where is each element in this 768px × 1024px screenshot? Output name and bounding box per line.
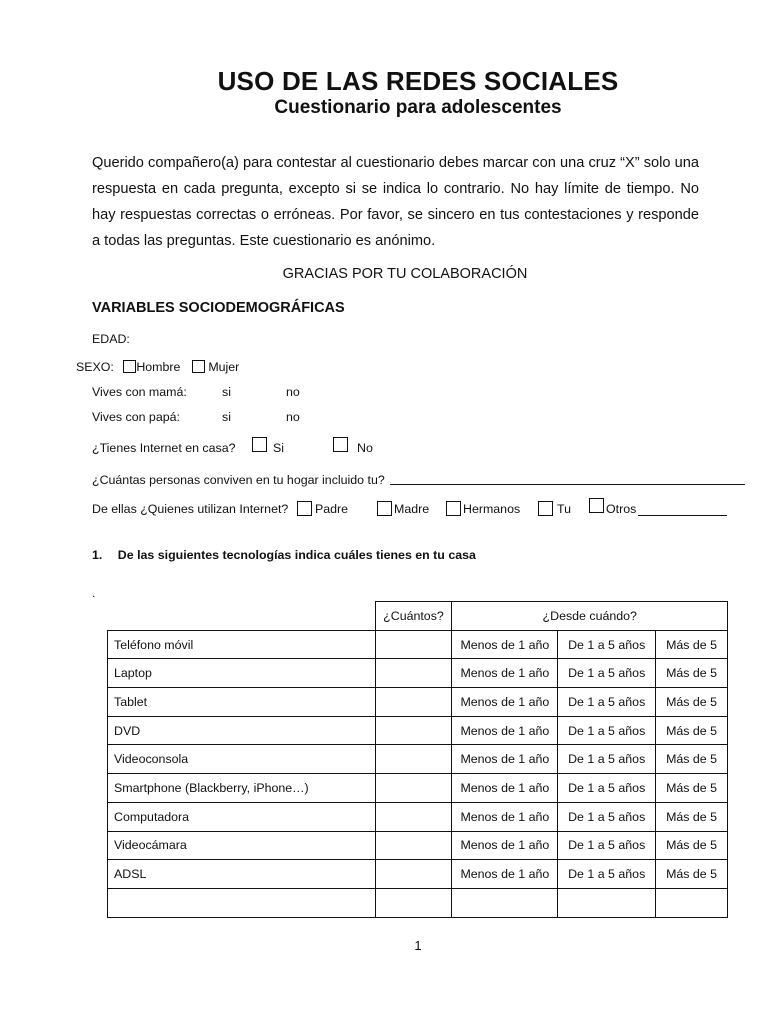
mama-label: Vives con mamá:: [92, 385, 187, 399]
empty-cell[interactable]: [375, 888, 452, 917]
desde-option-cell[interactable]: De 1 a 5 años: [558, 716, 656, 745]
table-row: [108, 716, 728, 745]
table-row: [108, 831, 728, 860]
table-row: [108, 688, 728, 717]
table-row: [108, 659, 728, 688]
table-header-row: [108, 602, 728, 631]
technology-table: [107, 601, 728, 918]
desde-option-cell[interactable]: Menos de 1 año: [452, 802, 558, 831]
mujer-checkbox[interactable]: [192, 360, 205, 373]
desde-option-cell[interactable]: Menos de 1 año: [452, 745, 558, 774]
device-label: DVD: [108, 716, 376, 745]
page-number: 1: [414, 938, 422, 953]
device-label: ADSL: [108, 860, 376, 889]
hombre-label: Hombre: [136, 360, 181, 374]
device-label: Teléfono móvil: [108, 630, 376, 659]
question-1-number: 1.: [92, 548, 103, 562]
desde-option-cell[interactable]: Menos de 1 año: [452, 860, 558, 889]
desde-option-cell[interactable]: Menos de 1 año: [452, 716, 558, 745]
empty-cell[interactable]: [108, 888, 376, 917]
madre-label: Madre: [394, 502, 430, 516]
question-1: [92, 548, 476, 562]
desde-option-cell[interactable]: Más de 5: [656, 630, 728, 659]
mama-no-option[interactable]: no: [286, 385, 300, 399]
desde-option-cell[interactable]: De 1 a 5 años: [558, 802, 656, 831]
cuantos-cell[interactable]: [375, 774, 452, 803]
device-label: Videocámara: [108, 831, 376, 860]
intro-text: Querido compañero(a) para contestar al cuestionario debes marcar con una cruz “X” solo una respuesta en cada pregunta, excepto si se indica lo contrario. No hay límite de tiempo. No hay respuestas correctas o erróneas. Por favor, se sincero en tus contestaciones y responde a todas las preguntas. Este cuestionario es anónimo.: [92, 155, 699, 249]
mama-si-option[interactable]: si: [222, 385, 231, 399]
hermanos-checkbox[interactable]: [446, 501, 461, 516]
thanks-line: GRACIAS POR TU COLABORACIÓN: [282, 266, 528, 282]
desde-option-cell[interactable]: De 1 a 5 años: [558, 745, 656, 774]
padre-label: Padre: [315, 502, 349, 516]
empty-cell[interactable]: [558, 888, 656, 917]
hermanos-label: Hermanos: [463, 502, 521, 516]
cuantos-cell[interactable]: [375, 745, 452, 774]
desde-option-cell[interactable]: Menos de 1 año: [452, 774, 558, 803]
cuantos-header: ¿Cuántos?: [375, 602, 452, 631]
sexo-row: [76, 360, 239, 374]
desde-option-cell[interactable]: De 1 a 5 años: [558, 688, 656, 717]
stray-dot: .: [92, 586, 96, 600]
intro-paragraph: [92, 150, 699, 254]
desde-option-cell[interactable]: Más de 5: [656, 688, 728, 717]
device-label: Tablet: [108, 688, 376, 717]
otros-checkbox[interactable]: [589, 498, 604, 513]
cuantos-cell[interactable]: [375, 860, 452, 889]
table-row: [108, 774, 728, 803]
device-label: Videoconsola: [108, 745, 376, 774]
table-row: [108, 860, 728, 889]
tu-checkbox[interactable]: [538, 501, 553, 516]
desde-option-cell[interactable]: Menos de 1 año: [452, 630, 558, 659]
cuantos-cell[interactable]: [375, 716, 452, 745]
desde-option-cell[interactable]: Más de 5: [656, 659, 728, 688]
desde-option-cell[interactable]: Menos de 1 año: [452, 831, 558, 860]
internet-si-checkbox[interactable]: [252, 437, 267, 452]
sexo-label: SEXO:: [76, 360, 114, 374]
desde-option-cell[interactable]: De 1 a 5 años: [558, 774, 656, 803]
table-row: [108, 630, 728, 659]
desde-option-cell[interactable]: De 1 a 5 años: [558, 630, 656, 659]
madre-checkbox[interactable]: [377, 501, 392, 516]
empty-cell[interactable]: [656, 888, 728, 917]
desde-option-cell[interactable]: Menos de 1 año: [452, 659, 558, 688]
page-subtitle: Cuestionario para adolescentes: [274, 97, 562, 118]
cuantos-cell[interactable]: [375, 802, 452, 831]
device-label: Laptop: [108, 659, 376, 688]
desde-option-cell[interactable]: De 1 a 5 años: [558, 831, 656, 860]
otros-answer-line[interactable]: [638, 515, 727, 516]
otros-label: Otros: [606, 502, 637, 516]
quienes-label: De ellas ¿Quienes utilizan Internet?: [92, 502, 289, 516]
internet-label: ¿Tienes Internet en casa?: [92, 441, 236, 455]
desde-option-cell[interactable]: De 1 a 5 años: [558, 659, 656, 688]
desde-option-cell[interactable]: Más de 5: [656, 831, 728, 860]
personas-answer-line[interactable]: [390, 484, 745, 485]
table-row: [108, 745, 728, 774]
question-1-text: De las siguientes tecnologías indica cuáles tienes en tu casa: [117, 548, 476, 562]
internet-no-checkbox[interactable]: [333, 437, 348, 452]
cuantos-cell[interactable]: [375, 630, 452, 659]
desde-option-cell[interactable]: Más de 5: [656, 745, 728, 774]
mujer-label: Mujer: [208, 360, 240, 374]
desde-option-cell[interactable]: Más de 5: [656, 716, 728, 745]
edad-label: EDAD:: [92, 332, 130, 346]
internet-no-label: No: [357, 441, 373, 455]
desde-option-cell[interactable]: Más de 5: [656, 860, 728, 889]
personas-label: ¿Cuántas personas conviven en tu hogar incluido tu?: [92, 473, 385, 487]
cuantos-cell[interactable]: [375, 688, 452, 717]
desde-header: ¿Desde cuándo?: [452, 602, 728, 631]
table-row: [108, 802, 728, 831]
desde-option-cell[interactable]: Más de 5: [656, 774, 728, 803]
desde-option-cell[interactable]: Más de 5: [656, 802, 728, 831]
table-row-empty: [108, 888, 728, 917]
desde-option-cell[interactable]: De 1 a 5 años: [558, 860, 656, 889]
section-heading: VARIABLES SOCIODEMOGRÁFICAS: [92, 300, 345, 316]
desde-option-cell[interactable]: Menos de 1 año: [452, 688, 558, 717]
device-label: Computadora: [108, 802, 376, 831]
tu-label: Tu: [557, 502, 571, 516]
papa-si-option[interactable]: si: [222, 410, 231, 424]
device-label: Smartphone (Blackberry, iPhone…): [108, 774, 376, 803]
papa-label: Vives con papá:: [92, 410, 180, 424]
papa-no-option[interactable]: no: [286, 410, 300, 424]
padre-checkbox[interactable]: [297, 501, 312, 516]
internet-si-label: Si: [273, 441, 285, 455]
page-title: USO DE LAS REDES SOCIALES: [217, 66, 619, 96]
empty-cell[interactable]: [452, 888, 558, 917]
cuantos-cell[interactable]: [375, 659, 452, 688]
table-header-blank: [108, 602, 376, 631]
cuantos-cell[interactable]: [375, 831, 452, 860]
hombre-checkbox[interactable]: [123, 360, 136, 373]
